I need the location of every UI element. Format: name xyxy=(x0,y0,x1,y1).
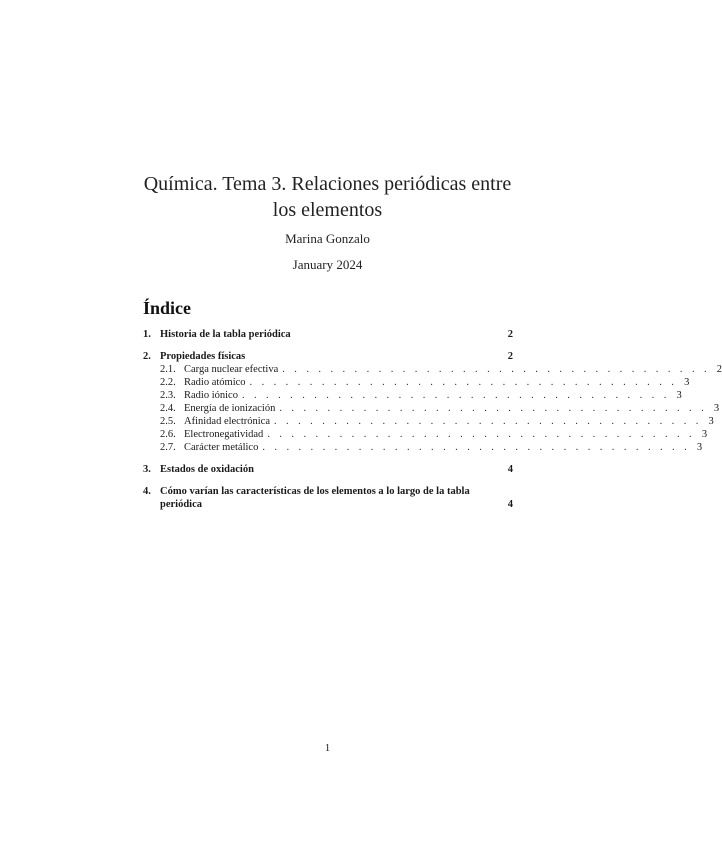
toc-section-number: 3. xyxy=(143,464,151,475)
toc-section-number: 1. xyxy=(143,329,151,340)
title-line-2: los elementos xyxy=(272,199,383,221)
toc-subsection-page: 3 xyxy=(696,442,703,453)
toc-subsection-page: 3 xyxy=(708,416,714,427)
title-line-1: Química. Tema 3. Relaciones periódicas entre xyxy=(143,173,512,195)
toc-subsection-title: Radio iónico xyxy=(184,390,238,401)
toc-dot-leader: . . . . . . . . . . . . . . . . . . . . . . . . . . . . . . . . . . . . xyxy=(249,377,678,388)
toc-subsection-title: Carácter metálico xyxy=(184,442,259,453)
toc-heading: Índice xyxy=(143,298,192,318)
toc-dot-leader: . . . . . . . . . . . . . . . . . . . . . . . . . . . . . . . . . . . . xyxy=(262,442,691,453)
document-date: January 2024 xyxy=(292,257,363,272)
toc-subsection-page: 3 xyxy=(713,403,720,414)
toc-section-page: 2 xyxy=(507,329,513,340)
toc-subsection-number: 2.1. xyxy=(160,364,176,375)
toc-subsection-title: Energía de ionización xyxy=(184,403,276,414)
page-number: 1 xyxy=(324,742,331,754)
document-author: Marina Gonzalo xyxy=(285,231,370,246)
toc-subsection-number: 2.6. xyxy=(160,429,176,440)
toc-subsection-title: Carga nuclear efectiva xyxy=(184,364,279,375)
toc-subsection-page: 3 xyxy=(676,390,682,401)
toc-subsection-title: Afinidad electrónica xyxy=(184,416,270,427)
toc-section-title: Historia de la tabla periódica xyxy=(160,329,291,340)
toc-section-number: 4. xyxy=(143,486,151,497)
toc-subsection-title: Electronegatividad xyxy=(184,429,264,440)
toc-subsection-page: 2 xyxy=(716,364,722,375)
toc-section-1[interactable] xyxy=(143,328,513,341)
toc-section-page: 4 xyxy=(507,464,513,475)
toc-section-3[interactable] xyxy=(143,463,513,476)
toc-section-title: Estados de oxidación xyxy=(160,464,254,475)
toc-section-title: Cómo varían las características de los elementos a lo largo de la tabla periódica xyxy=(160,486,470,510)
toc-subsection-page: 3 xyxy=(684,377,690,388)
toc-subsection-2-1[interactable] xyxy=(143,363,722,376)
toc-subsection-number: 2.7. xyxy=(160,442,176,453)
toc-dot-leader: . . . . . . . . . . . . . . . . . . . . . . . . . . . . . . . . . . . . xyxy=(241,390,670,401)
toc-subsection-2-2[interactable] xyxy=(143,376,690,389)
table-of-contents xyxy=(143,328,722,511)
toc-section-page: 4 xyxy=(507,499,513,510)
toc-subsection-number: 2.2. xyxy=(160,377,176,388)
toc-subsection-number: 2.4. xyxy=(160,403,176,414)
toc-subsection-page: 3 xyxy=(701,429,708,440)
toc-dot-leader: . . . . . . . . . . . . . . . . . . . . . . . . . . . . . . . . . . . . xyxy=(274,416,702,427)
toc-section-number: 2. xyxy=(143,351,151,362)
toc-subsection-number: 2.5. xyxy=(160,416,176,427)
toc-section-2[interactable] xyxy=(143,350,513,363)
toc-dot-leader: . . . . . . . . . . . . . . . . . . . . . . . . . . . . . . . . . . . . xyxy=(267,429,696,440)
toc-subsection-2-5[interactable] xyxy=(143,415,714,428)
toc-section-title: Propiedades físicas xyxy=(160,351,246,362)
toc-subsection-title: Radio atómico xyxy=(184,377,246,388)
toc-dot-leader: . . . . . . . . . . . . . . . . . . . . . . . . . . . . . . . . . . . . xyxy=(282,364,711,375)
document-title xyxy=(0,171,655,223)
toc-subsection-2-7[interactable] xyxy=(143,441,703,454)
toc-subsection-2-6[interactable] xyxy=(143,428,708,441)
toc-section-4[interactable] xyxy=(143,485,513,511)
toc-subsection-2-4[interactable] xyxy=(143,402,720,415)
toc-dot-leader: . . . . . . . . . . . . . . . . . . . . . . . . . . . . . . . . . . . . xyxy=(279,403,708,414)
toc-subsection-2-3[interactable] xyxy=(143,389,682,402)
toc-subsection-number: 2.3. xyxy=(160,390,176,401)
toc-section-page: 2 xyxy=(507,351,513,362)
